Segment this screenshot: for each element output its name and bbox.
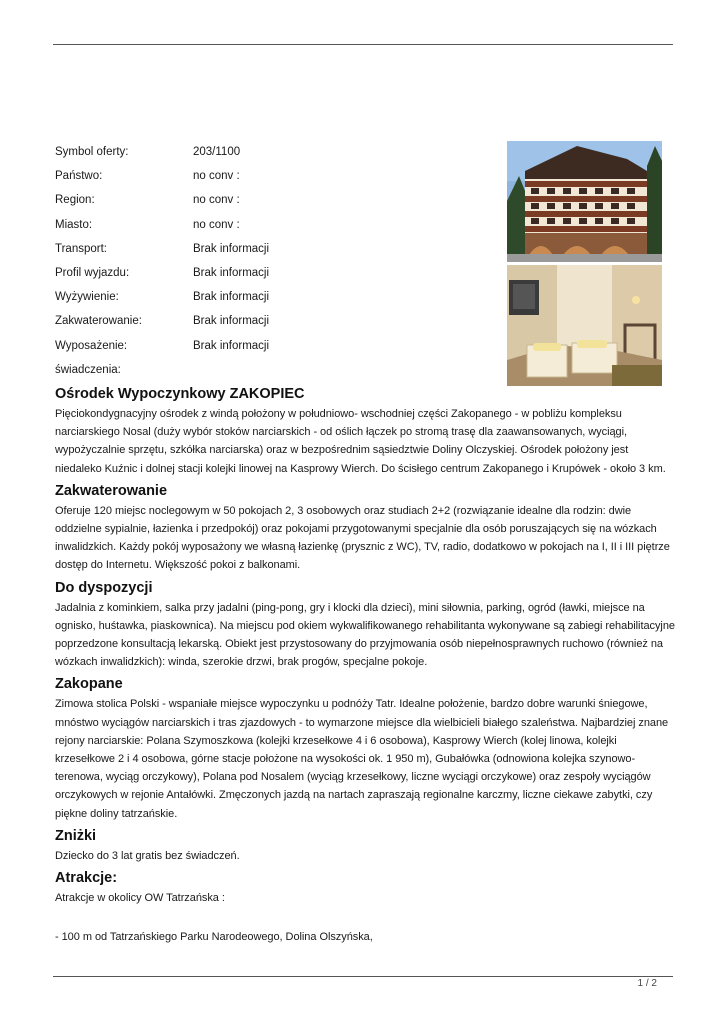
info-label: Symbol oferty: [55,146,129,159]
blank-line [55,910,675,928]
info-row [55,285,475,309]
info-label: Wyposażenie: [55,339,128,352]
room-photo [507,265,662,386]
info-value: Brak informacji [193,315,270,328]
section-text: Dziecko do 3 lat gratis bez świadczeń. [55,849,240,862]
section-title: Atrakcje: [55,870,118,887]
bottom-rule [53,976,673,977]
info-label: Zakwaterowanie: [55,315,142,328]
attraction-line: - 100 m od Tatrzańskiego Parku Narodeowego, Dolina Olszyńska, [55,931,373,944]
info-label: Region: [55,194,95,207]
info-row [55,334,475,358]
info-label: Profil wyjazdu: [55,267,130,280]
section-title: Zakopane [55,676,123,693]
info-row [55,309,475,333]
section-text: Zimowa stolica Polski - wspaniałe miejsce wypoczynku u podnóży Tatr. Idealne położenie, bardzo dobre warunki śniegowe, mnóstwo wyciągów narciarskich i tras zjazdowych - to wymarzone miejsce dla wielbicieli białego szaleństwa. Najbardziej znane rejony narciarskie: Polana Szymoszkowa (kolejki krzesełkowe 4 i 6 osobowa), Kasprowy Wierch (kolej linowa, kolejki krzesełkowe 2 i 4 osobowa, górne stacje położone na wysokości ok. 1 950 m), Gubałówka (odnowiona kolejka szynowo-terenowa, wyciąg orczykowy), Polana pod Nosalem (wyciąg krzesełkowy, liczne wyciągi orczykowe) oraz zespoły wyciągów orczykowych w rejonie Antałówki. Zmęczonych jazdą na nartach zapraszają regionalne karczmy, liczne ciekawe zabytki, czy piękne doliny tatrzańskie. [55,698,669,820]
info-row [55,237,475,261]
section-text: Jadalnia z kominkiem, salka przy jadalni (ping-pong, gry i klocki dla dzieci), mini siłownia, parking, ogród (ławki, miejsce na ognisko, huśtawka, piaskownica). Na miejscu pod okiem wykwalifikowanego rehabilitanta wykonywane są zabiegi rehabilitacyjne poprzedzone konsultacją lekarską. Obiekt jest przystosowany do przyjmowania osób niepełnosprawnych ruchowo (również na wózkach inwalidzkich): winda, szerokie drzwi, brak progów, specjalne pokoje. [55,601,675,669]
info-row [55,213,475,237]
page-number: 1 / 2 [637,978,657,989]
main-content [55,384,675,949]
info-value: Brak informacji [193,267,270,280]
building-photo [507,141,662,262]
section-title: Do dyspozycji [55,579,153,596]
info-row [55,188,475,212]
section-title: Ośrodek Wypoczynkowy ZAKOPIEC [55,386,305,402]
info-value: no conv : [193,194,240,207]
info-value: 203/1100 [193,146,241,159]
info-value: no conv : [193,170,240,183]
info-label: świadczenia: [55,363,121,376]
info-value: no conv : [193,218,240,231]
info-row [55,261,475,285]
section-title: Zakwaterowanie [55,482,168,499]
info-label: Wyżywienie: [55,291,119,304]
info-label: Miasto: [55,218,93,231]
info-value: Brak informacji [193,291,270,304]
info-row [55,358,475,382]
info-label: Transport: [55,242,107,255]
section-text: Oferuje 120 miejsc noclegowym w 50 pokojach 2, 3 osobowych oraz studiach 2+2 (rozwiązanie idealne dla rodzin: dwie oddzielne sypialnie, łazienka i przedpokój) oraz pokojami przygotowanymi specjalnie dla osób poruszających się na wózkach inwalidzkich. Każdy pokój wyposażony we własną łazienkę (prysznic z WC), TV, radio, dodatkowo w pokojach na I, II i III piętrze dostęp do Internetu. Większość pokoi z balkonami. [55,504,670,572]
info-value: Brak informacji [193,339,270,352]
info-value: Brak informacji [193,242,270,255]
info-row [55,164,475,188]
section-text: Atrakcje w okolicy OW Tatrzańska : [55,892,225,905]
info-label: Państwo: [55,170,103,183]
section-text: Pięciokondygnacyjny ośrodek z windą położony w południowo- wschodniej części Zakopanego - w pobliżu kompleksu narciarskiego Nosal (duży wybór stoków narciarskich - od oślich łączek po stromą trasę dla zaawansowanych, wyciągi, wypożyczalnie sprzętu, szkółka narciarska) oraz w bezpośrednim sąsiedztwie Doliny Olczyskiej. Ośrodek położony jest niedaleko Kuźnic i dolnej stacji kolejki linowej na Kasprowy Wierch. Do ścisłego centrum Zakopanego i Krupówek - około 3 km. [55,408,666,475]
section-title: Zniżki [55,827,97,844]
info-row [55,140,475,164]
top-rule [53,44,673,45]
offer-info-table [55,140,475,382]
